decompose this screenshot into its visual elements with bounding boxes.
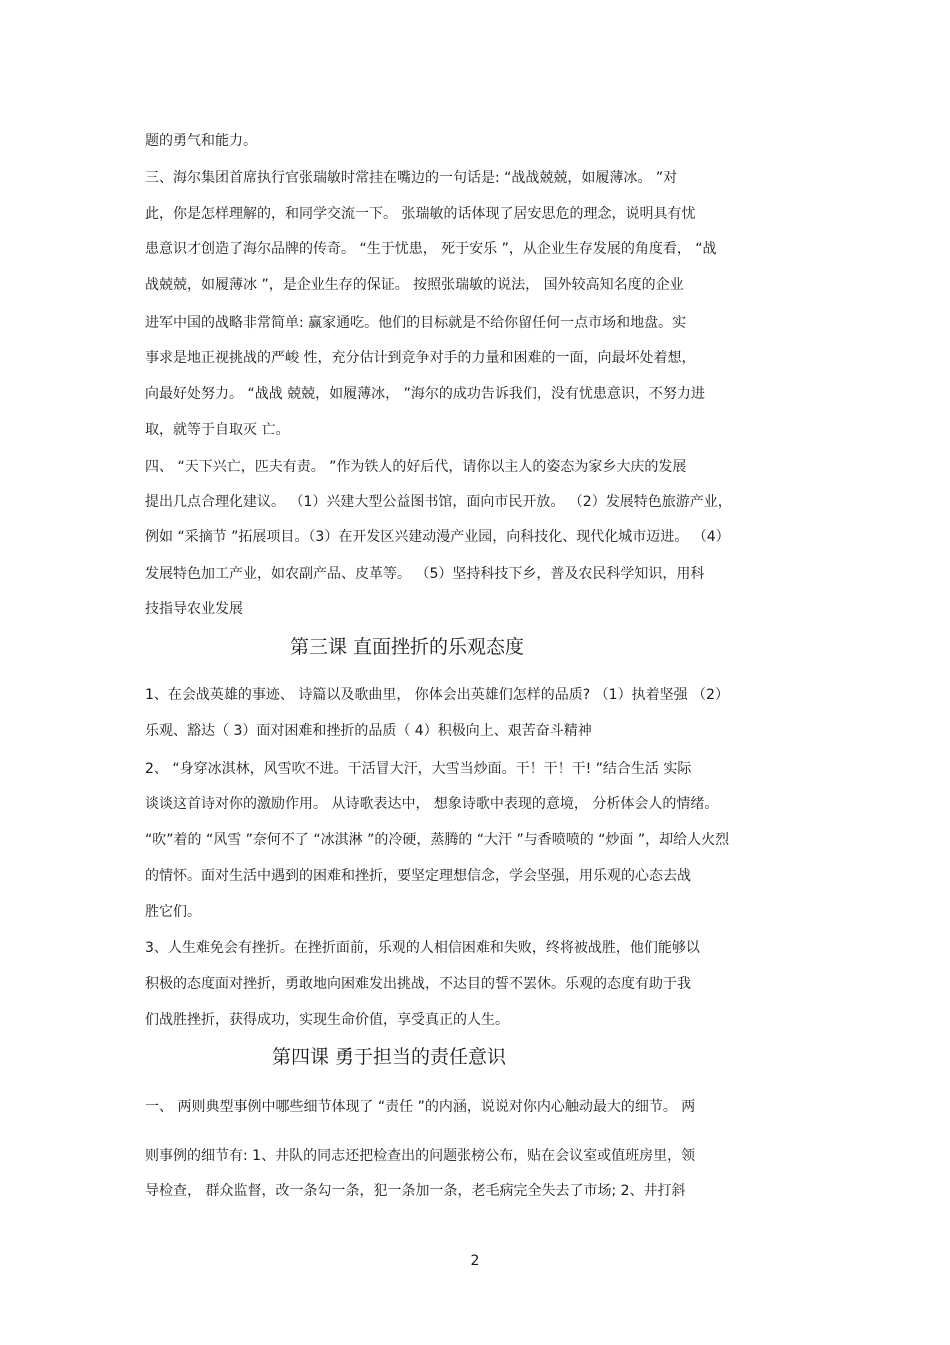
section-heading-lesson-4: 第四课 勇于担当的责任意识 — [272, 1046, 507, 1068]
text-line: 谈谈这首诗对你的激励作用。 从诗歌表达中， 想象诗歌中表现的意境， 分析体会人的情绪。 — [145, 796, 719, 812]
text-line: 发展特色加工产业，如农副产品、皮革等。 （5）坚持科技下乡，普及农民科学知识，用科 — [145, 566, 705, 582]
text-line: 四、 “天下兴亡，匹夫有责。 ”作为铁人的好后代，请你以主人的姿态为家乡大庆的发展 — [145, 459, 687, 475]
section-heading-lesson-3: 第三课 直面挫折的乐观态度 — [290, 636, 525, 658]
text-line: 此，你是怎样理解的，和同学交流一下。 张瑞敏的话体现了居安思危的理念，说明具有忧 — [145, 206, 696, 222]
text-line: 事求是地正视挑战的严峻 性，充分估计到竞争对手的力量和困难的一面，向最坏处着想， — [145, 350, 696, 366]
text-line: 战兢兢，如履薄冰 ”，是企业生存的保证。 按照张瑞敏的说法， 国外较高知名度的企业 — [145, 277, 684, 293]
text-line: 胜它们。 — [145, 904, 201, 920]
text-line: 进军中国的战略非常简单: 赢家通吃。他们的目标就是不给你留任何一点市场和地盘。实 — [145, 315, 687, 331]
text-line: 的情怀。面对生活中遇到的困难和挫折，要坚定理想信念，学会坚强，用乐观的心态去战 — [145, 868, 691, 884]
text-line: 3、人生难免会有挫折。在挫折面前，乐观的人相信困难和失败，终将被战胜，他们能够以 — [145, 940, 700, 956]
text-line: 们战胜挫折，获得成功，实现生命价值，享受真正的人生。 — [145, 1012, 509, 1028]
text-line: 向最好处努力。 “战战 兢兢，如履薄冰， ”海尔的成功告诉我们，没有忧患意识，不努力进 — [145, 386, 705, 402]
page-number: 2 — [470, 1253, 480, 1269]
text-line: 题的勇气和能力。 — [145, 133, 257, 149]
text-line: 技指导农业发展 — [145, 601, 243, 617]
text-line: 乐观、豁达（ 3）面对困难和挫折的品质（ 4）积极向上、艰苦奋斗精神 — [145, 723, 592, 739]
text-line: 导检查， 群众监督，改一条勾一条，犯一条加一条，老毛病完全失去了市场; 2、井打斜 — [145, 1183, 686, 1199]
text-line: 取，就等于自取灭 亡。 — [145, 422, 290, 438]
text-line: 例如 “采摘节 ”拓展项目。（3）在开发区兴建动漫产业园，向科技化、现代化城市迈进。 （4） — [145, 529, 730, 545]
text-line: 积极的态度面对挫折，勇敢地向困难发出挑战，不达目的誓不罢休。乐观的态度有助于我 — [145, 976, 691, 992]
text-line: “吹”着的 “风雪 ”奈何不了 “冰淇淋 ”的冷硬，蒸腾的 “大汗 ”与香喷喷的 “炒面 ”，却给人火烈 — [145, 832, 730, 848]
text-line: 提出几点合理化建议。 （1）兴建大型公益图书馆，面向市民开放。 （2）发展特色旅游产业， — [145, 494, 732, 510]
text-line: 2、 “身穿冰淇林，风雪吹不进。干活冒大汗，大雪当炒面。干！干！干! ”结合生活 实际 — [145, 761, 692, 777]
text-line: 一、 两则典型事例中哪些细节体现了 “责任 ”的内涵，说说对你内心触动最大的细节。 两 — [145, 1099, 696, 1115]
text-line: 1、在会战英雄的事迹、 诗篇以及歌曲里， 你体会出英雄们怎样的品质? （1）执着坚强 （2） — [145, 687, 729, 703]
text-line: 则事例的细节有: 1、井队的同志还把检查出的问题张榜公布，贴在会议室或值班房里，领 — [145, 1148, 696, 1164]
text-line: 患意识才创造了海尔品牌的传奇。 “生于忧患， 死于安乐 ”，从企业生存发展的角度看， “战 — [145, 241, 717, 257]
text-line: 三、海尔集团首席执行官张瑞敏时常挂在嘴边的一句话是: “战战兢兢，如履薄冰。 ”对 — [145, 170, 678, 186]
